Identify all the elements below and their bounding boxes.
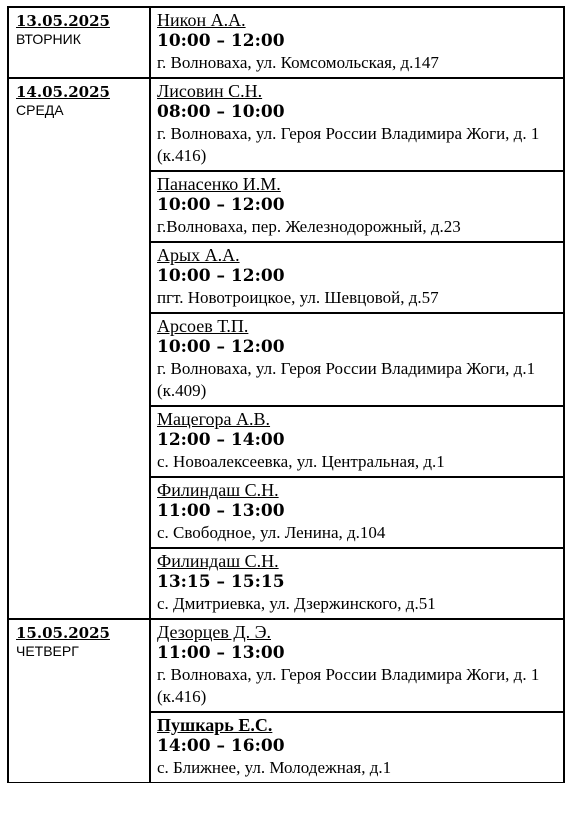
entry [151, 549, 563, 618]
reception-time: 08:00 – 10:00 [157, 102, 285, 122]
date-cell [9, 620, 151, 782]
official-name: Никон А.А. [157, 10, 246, 30]
entry [151, 620, 563, 713]
date-cell [9, 8, 151, 77]
reception-time: 10:00 – 12:00 [157, 266, 285, 286]
date-cell [9, 79, 151, 618]
reception-time: 12:00 – 14:00 [157, 430, 285, 450]
official-name: Панасенко И.М. [157, 174, 281, 194]
official-name: Мацегора А.В. [157, 409, 271, 429]
weekday: ВТОРНИК [16, 31, 81, 47]
official-name: Филиндаш С.Н. [157, 480, 279, 500]
reception-time: 10:00 – 12:00 [157, 337, 285, 357]
entry [151, 243, 563, 314]
entry [151, 407, 563, 478]
entries [151, 79, 563, 618]
reception-time: 11:00 – 13:00 [157, 501, 285, 521]
reception-time: 11:00 – 13:00 [157, 643, 285, 663]
reception-address: с. Ближнее, ул. Молодежная, д.1 [157, 758, 392, 777]
official-name: Лисовин С.Н. [157, 81, 263, 101]
entries [151, 620, 563, 782]
reception-address: с. Свободное, ул. Ленина, д.104 [157, 523, 386, 542]
entry [151, 478, 563, 549]
entry [151, 713, 563, 782]
official-name: Арсоев Т.П. [157, 316, 249, 336]
reception-address: с. Новоалексеевка, ул. Центральная, д.1 [157, 452, 445, 471]
official-name: Пушкарь Е.С. [157, 715, 273, 735]
official-name: Дезорцев Д. Э. [157, 622, 271, 642]
reception-time: 10:00 – 12:00 [157, 31, 285, 51]
reception-address: пгт. Новотроицкое, ул. Шевцовой, д.57 [157, 288, 439, 307]
reception-address: г. Волноваха, ул. Комсомольская, д.147 [157, 53, 439, 72]
reception-time: 10:00 – 12:00 [157, 195, 285, 215]
schedule-table [7, 6, 565, 783]
date: 13.05.2025 [16, 12, 110, 30]
reception-time: 13:15 – 15:15 [157, 572, 285, 592]
day-row [9, 620, 563, 782]
reception-address: г. Волноваха, ул. Героя России Владимира Жоги, д.1 (к.409) [157, 359, 536, 400]
day-row [9, 8, 563, 79]
reception-address: г. Волноваха, ул. Героя России Владимира Жоги, д. 1 (к.416) [157, 665, 540, 706]
day-row [9, 79, 563, 620]
official-name: Арых А.А. [157, 245, 240, 265]
date: 15.05.2025 [16, 624, 110, 642]
entry [151, 314, 563, 407]
date: 14.05.2025 [16, 83, 110, 101]
reception-address: г.Волноваха, пер. Железнодорожный, д.23 [157, 217, 461, 236]
entries [151, 8, 563, 77]
weekday: ЧЕТВЕРГ [16, 643, 79, 659]
entry [151, 8, 563, 77]
weekday: СРЕДА [16, 102, 64, 118]
entry [151, 79, 563, 172]
entry [151, 172, 563, 243]
reception-address: с. Дмитриевка, ул. Дзержинского, д.51 [157, 594, 436, 613]
official-name: Филиндаш С.Н. [157, 551, 279, 571]
reception-address: г. Волноваха, ул. Героя России Владимира Жоги, д. 1 (к.416) [157, 124, 540, 165]
reception-time: 14:00 – 16:00 [157, 736, 285, 756]
